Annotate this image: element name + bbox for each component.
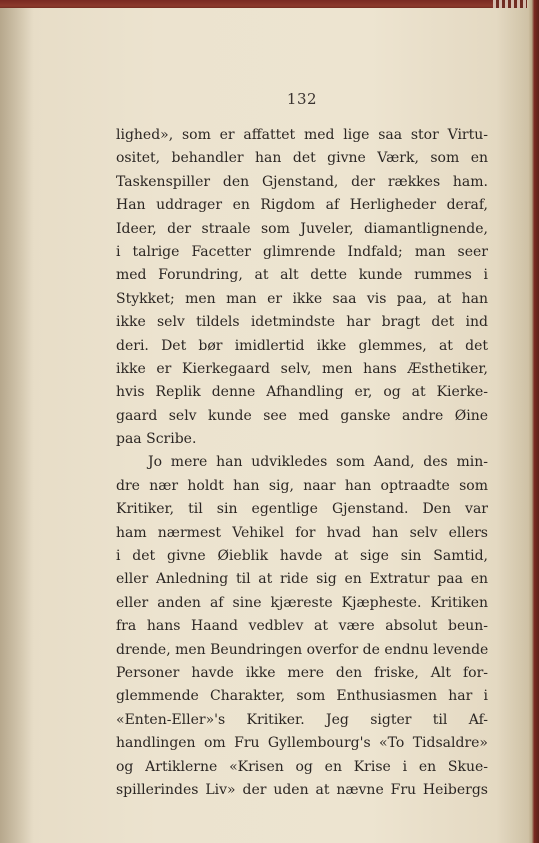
text-line: lighed», som er affattet med lige saa stor Virtu- [116, 127, 488, 143]
text-line: Ideer, der straale som Juveler, diamantlignende, [116, 220, 488, 237]
text-line: glemmende Charakter, som Enthusiasmen har i [116, 688, 488, 705]
text-line: handlingen om Fru Gyllembourg's «To Tidsaldre» [116, 735, 488, 752]
book-cover-right-edge [527, 0, 539, 843]
text-line: fra hans Haand vedblev at være absolut beun- [116, 618, 488, 635]
text-line: ham nærmest Vehikel for hvad han selv ellers [116, 524, 488, 541]
text-line: med Forundring, at alt dette kunde rummes i [116, 267, 488, 284]
text-line: hvis Replik denne Afhandling er, og at Kierke- [116, 384, 488, 401]
text-line: Personer havde ikke mere den friske, Alt for- [116, 664, 488, 681]
paragraph-end-line: paa Scribe. [116, 431, 197, 448]
text-line: deri. Det bør imidlertid ikke glemmes, at det [116, 337, 488, 354]
text-line: dre nær holdt han sig, naar han optraadte som [116, 477, 488, 494]
text-line: i det givne Øieblik havde at sige sin Samtid, [116, 548, 488, 565]
text-line: Kritiker, til sin egentlige Gjenstand. Den var [116, 501, 488, 518]
text-line: Taskenspiller den Gjenstand, der rækkes ham. [116, 173, 488, 190]
text-line: gaard selv kunde see med ganske andre Øine [116, 407, 488, 424]
text-line: Han uddrager en Rigdom af Herligheder deraf, [116, 197, 488, 214]
text-line: drende, men Beundringen overfor de endnu levende [116, 641, 488, 658]
text-line: eller Anledning til at ride sig en Extratur paa en [116, 571, 488, 588]
paragraph-start-line: Jo mere han udvikledes som Aand, des min- [148, 454, 488, 471]
text-line: Stykket; men man er ikke saa vis paa, at han [116, 290, 488, 307]
text-line: eller anden af sine kjæreste Kjæpheste. Kritiken [116, 594, 488, 611]
body-text [116, 124, 488, 802]
text-line: spillerindes Liv» der uden at nævne Fru Heibergs [116, 781, 488, 798]
text-line: ikke er Kierkegaard selv, men hans Æsthetiker, [116, 360, 488, 377]
gutter-shadow [0, 8, 34, 843]
text-line: ikke selv tildels idetmindste har bragt det ind [116, 314, 488, 331]
text-line: «Enten-Eller»'s Kritiker. Jeg sigter til Af- [116, 711, 488, 728]
page-number: 132 [286, 90, 318, 108]
text-line: i talrige Facetter glimrende Indfald; man seer [116, 243, 488, 260]
text-line: ositet, behandler han det givne Værk, som en [116, 150, 488, 167]
text-line: og Artiklerne «Krisen og en Krise i en Skue- [116, 758, 488, 775]
